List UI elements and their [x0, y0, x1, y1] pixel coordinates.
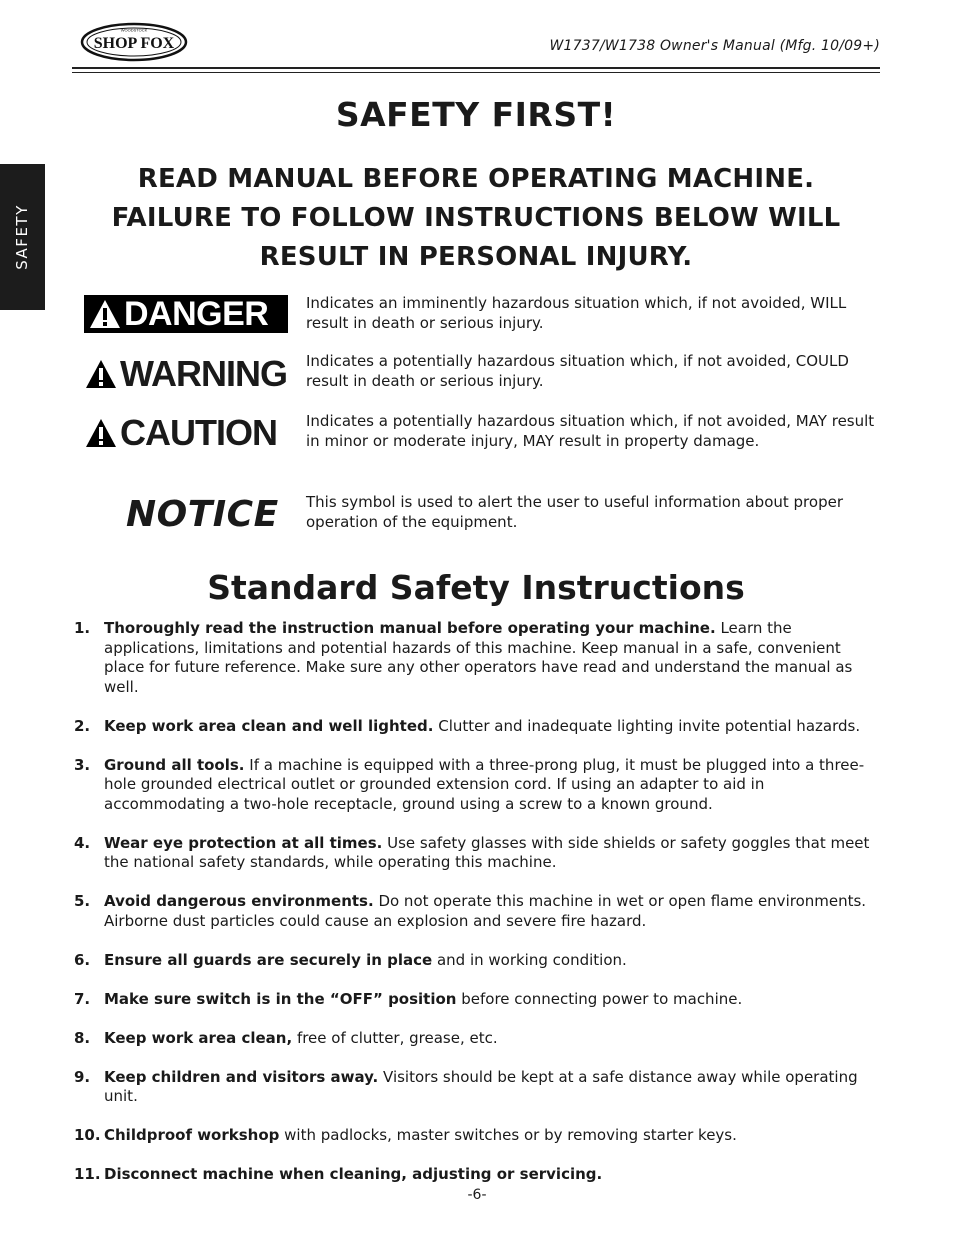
instruction-lead: Make sure switch is in the “OFF” position — [104, 989, 457, 1008]
logo-graphic — [80, 22, 188, 62]
instruction-number: 8. — [74, 1028, 91, 1047]
danger-word: DANGER — [124, 295, 269, 333]
instruction-item — [74, 892, 880, 931]
header-rule — [72, 67, 880, 69]
header-rule-thin — [72, 72, 880, 73]
warning-signal — [84, 352, 294, 396]
logo-text: SHOP FOX — [93, 35, 175, 52]
instruction-text: If a machine is equipped with a three-prong plug, it must be plugged into a three-hole grounded electrical outlet or grounded extension cord. If using an adapter to aid in accommodating a two-hole receptacle, ground using a screw to a known ground. — [104, 755, 865, 813]
instruction-lead: Keep work area clean and well lighted. — [104, 716, 434, 735]
instruction-text: before connecting power to machine. — [456, 989, 743, 1008]
instruction-text: and in working condition. — [432, 950, 627, 969]
instruction-lead: Ground all tools. — [104, 755, 245, 774]
instruction-number: 1. — [74, 619, 91, 637]
instruction-text: Do not operate this machine in wet or open flame environments. Airborne dust particles could cause an explosion and severe fire hazard. — [104, 892, 867, 930]
page-title: SAFETY FIRST! — [335, 95, 617, 134]
caution-label — [84, 411, 294, 455]
alert-triangle-icon — [84, 358, 118, 390]
instruction-item — [74, 1165, 880, 1185]
alert-triangle-icon — [84, 417, 118, 449]
warning-banner-line: RESULT IN PERSONAL INJURY. — [259, 242, 693, 272]
instruction-text: Learn the applications, limitations and potential hazards of this machine. Keep manual in a safe, convenient place for future reference. Make sure any other operators have read and understand the manual as well. — [104, 619, 853, 696]
instruction-text: Clutter and inadequate lighting invite potential hazards. — [433, 716, 861, 735]
caution-word: CAUTION — [120, 412, 277, 453]
instruction-lead: Ensure all guards are securely in place — [104, 950, 433, 969]
instruction-lead: Disconnect machine when cleaning, adjusting or servicing. — [104, 1165, 603, 1183]
danger-signal — [84, 295, 294, 333]
instruction-lead: Thoroughly read the instruction manual before operating your machine. — [104, 619, 716, 637]
instruction-number: 5. — [74, 892, 91, 910]
page-number: -6- — [467, 1187, 487, 1203]
instruction-item — [74, 1126, 880, 1146]
instruction-item — [74, 619, 880, 697]
instruction-lead: Keep children and visitors away. — [104, 1067, 379, 1086]
shop-fox-logo — [80, 22, 188, 62]
section-side-tab — [0, 164, 45, 310]
instruction-number: 10. — [74, 1126, 101, 1144]
logo-small-text: WOODSTOCK — [120, 27, 148, 33]
instruction-item — [74, 951, 880, 971]
side-tab-label: SAFETY — [13, 204, 31, 270]
warning-banner — [72, 160, 880, 277]
instruction-item — [74, 717, 880, 737]
instruction-number: 9. — [74, 1067, 91, 1086]
warning-label — [84, 352, 294, 396]
instruction-lead: Avoid dangerous environments. — [104, 892, 374, 910]
instruction-text: Use safety glasses with side shields or safety goggles that meet the national safety standards, while operating this machine. — [104, 833, 870, 871]
instruction-item — [74, 1029, 880, 1049]
instruction-lead: Childproof workshop — [104, 1126, 280, 1144]
instruction-number: 6. — [74, 950, 91, 969]
instruction-item — [74, 834, 880, 873]
instruction-lead: Wear eye protection at all times. — [104, 833, 383, 852]
notice-word: NOTICE — [126, 494, 279, 535]
notice-description: This symbol is used to alert the user to useful information about proper operation of the equipment. — [306, 493, 843, 531]
instruction-item — [74, 756, 880, 815]
instruction-lead: Keep work area clean, — [104, 1028, 293, 1047]
instruction-item — [74, 990, 880, 1010]
danger-description: Indicates an imminently hazardous situation which, if not avoided, WILL result in death or serious injury. — [306, 294, 847, 332]
instruction-number: 11. — [74, 1165, 101, 1183]
manual-title: W1737/W1738 Owner's Manual (Mfg. 10/09+) — [549, 38, 880, 54]
instruction-item — [74, 1068, 880, 1107]
instruction-number: 7. — [74, 989, 91, 1008]
warning-word: WARNING — [120, 353, 287, 394]
danger-label — [84, 295, 288, 333]
caution-signal — [84, 411, 294, 455]
section-heading: Standard Safety Instructions — [207, 568, 745, 607]
instruction-text: with padlocks, master switches or by removing starter keys. — [279, 1126, 737, 1144]
alert-triangle-icon — [88, 298, 122, 330]
instruction-text: free of clutter, grease, etc. — [292, 1028, 498, 1047]
warning-banner-line: FAILURE TO FOLLOW INSTRUCTIONS BELOW WILL — [111, 203, 841, 233]
instruction-number: 4. — [74, 833, 91, 852]
warning-banner-line: READ MANUAL BEFORE OPERATING MACHINE. — [137, 164, 815, 194]
instruction-text: Visitors should be kept at a safe distance away while operating unit. — [104, 1067, 858, 1105]
warning-description: Indicates a potentially hazardous situation which, if not avoided, COULD result in death or serious injury. — [306, 352, 849, 390]
instruction-number: 2. — [74, 716, 91, 735]
caution-description: Indicates a potentially hazardous situation which, if not avoided, MAY result in minor or moderate injury, MAY result in property damage. — [306, 412, 875, 450]
instruction-list — [74, 619, 880, 1204]
instruction-number: 3. — [74, 755, 91, 774]
